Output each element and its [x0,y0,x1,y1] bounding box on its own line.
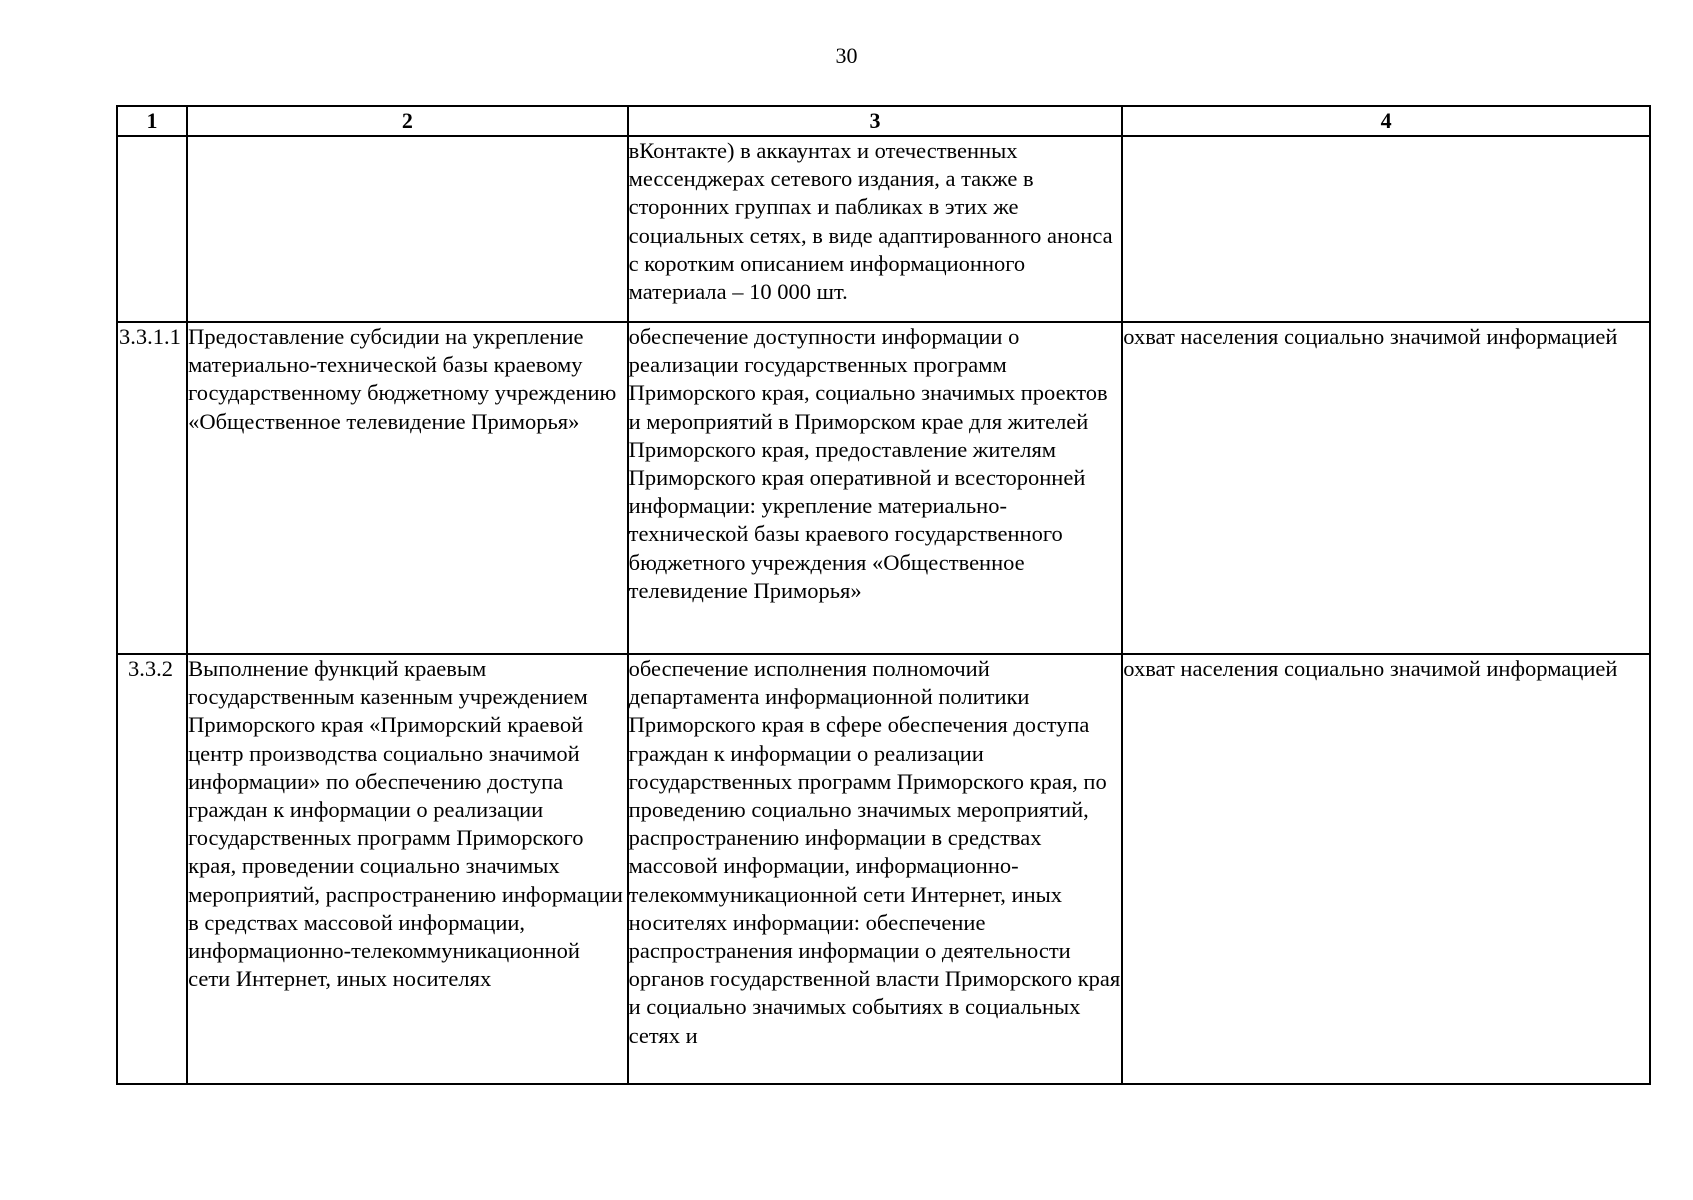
expected-result-cell [628,136,1123,322]
row-number-cell [117,654,187,1084]
column-header-2: 2 [187,106,628,136]
page-number: 30 [835,43,858,68]
data-table [116,105,1651,1085]
row-number-cell [117,322,187,654]
expected-result: обеспечение доступности информации о реализации государственных программ Приморского края, социально значимых проектов и мероприятий в Приморском крае для жителей Приморского края, предоставление жителям Приморского края оперативной и всесторонней информации: укрепление материально-технической базы краевого государственного бюджетного учреждения «Общественное телевидение Приморья» [628,324,1108,603]
column-header-4: 4 [1122,106,1650,136]
indicator: охват населения социально значимой информацией [1123,656,1618,681]
measure-name: Предоставление субсидии на укрепление материально-технической базы краевому государственному бюджетному учреждению «Общественное телевидение Приморья» [188,324,617,434]
indicator: охват населения социально значимой информацией [1123,324,1618,349]
measure-name-cell [187,136,628,322]
table-header-row [117,106,1650,136]
table-row [117,322,1650,654]
column-header-1: 1 [117,106,187,136]
measure-name-cell [187,654,628,1084]
indicator-cell [1122,322,1650,654]
column-header-3: 3 [628,106,1123,136]
indicator-cell [1122,654,1650,1084]
measure-name: Выполнение функций краевым государственным казенным учреждением Приморского края «Приморский краевой центр производства социально значимой информации» по обеспечению доступа граждан к информации о реализации государственных программ Приморского края, проведении социально значимых мероприятий, распространению информации в средствах массовой информации, информационно-телекоммуникационной сети Интернет, иных носителях [188,656,623,992]
row-number: 3.3.2 [128,656,173,681]
row-number-cell [117,136,187,322]
expected-result: обеспечение исполнения полномочий департамента информационной политики Приморского края в сфере обеспечения доступа граждан к информации о реализации государственных программ Приморского края, по проведению социально значимых мероприятий, распространению информации в средствах массовой информации, информационно-телекоммуникационной сети Интернет, иных носителях информации: обеспечение распространения информации о деятельности органов государственной власти Приморского края и социально значимых событиях в социальных сетях и [628,656,1121,1048]
expected-result: вКонтакте) в аккаунтах и отечественных мессенджерах сетевого издания, а также в сторонних группах и пабликах в этих же социальных сетях, в виде адаптированного анонса с коротким описанием информационного материала – 10 000 шт. [628,138,1113,305]
indicator-cell [1122,136,1650,322]
table-row [117,136,1650,322]
row-number: 3.3.1.1 [119,324,181,349]
measure-name-cell [187,322,628,654]
expected-result-cell [628,654,1123,1084]
table-row [117,654,1650,1084]
expected-result-cell [628,322,1123,654]
